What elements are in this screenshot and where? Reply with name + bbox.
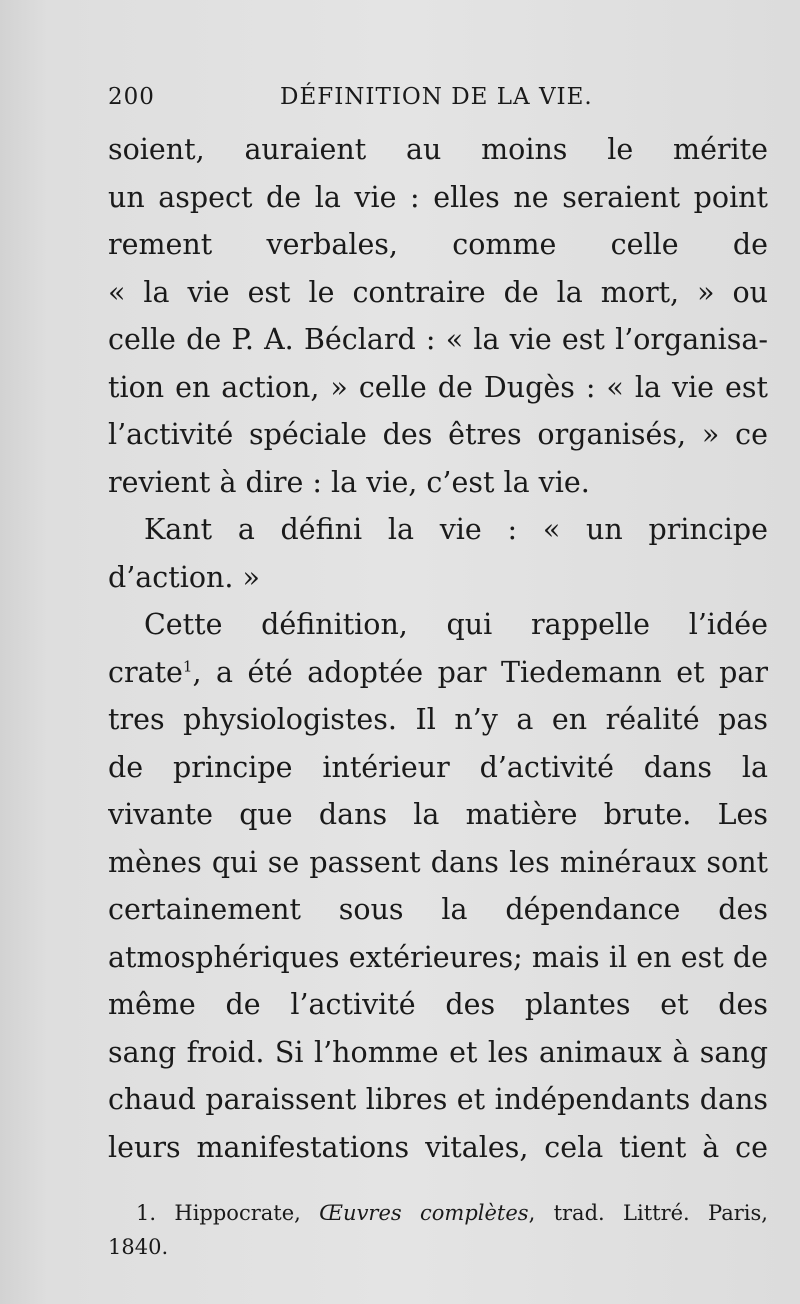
text-line: un aspect de la vie : elles ne seraient point — [108, 180, 768, 214]
text-line-part: , a été adoptée par Tiedemann et par — [192, 655, 768, 689]
text-line: tres physiologistes. Il n’y a en réalité pas — [108, 703, 768, 736]
text-line-part: rement verbales, comme celle de — [108, 228, 768, 261]
footnote — [108, 1196, 768, 1264]
page-number: 200 — [108, 84, 155, 110]
page-header — [108, 84, 760, 120]
footnote-text: , trad. Littré. Paris, — [528, 1201, 768, 1225]
text-line — [108, 221, 768, 269]
footnote-text: Hippocrate, — [156, 1201, 320, 1225]
text-line: sang froid. Si l’homme et les animaux à sang — [108, 1035, 768, 1069]
text-line: Cette définition, qui rappelle l’idée — [144, 608, 768, 641]
footnote-year: 1840. — [108, 1235, 169, 1259]
footnote-title: Œuvres complètes — [319, 1201, 529, 1225]
text-line: soient, auraient au moins le mérite — [108, 133, 768, 166]
text-line: celle de P. A. Béclard : « la vie est l’organisa- — [108, 323, 768, 356]
footnote-ref: 1 — [182, 657, 193, 675]
text-line: certainement sous la dépendance des — [108, 893, 768, 926]
text-line: mènes qui se passent dans les minéraux sont — [108, 845, 768, 879]
footnote-number: 1. — [136, 1201, 157, 1225]
text-line: de principe intérieur d’activité dans la — [108, 750, 768, 784]
text-line: Kant a défini la vie : « un principe — [144, 513, 768, 546]
text-line: tion en action, » celle de Dugès : « la vie est — [108, 370, 768, 404]
text-line: atmosphériques extérieures; mais il en est de — [108, 940, 768, 974]
text-line: d’action. » — [108, 560, 260, 594]
text-line: chaud paraissent libres et indépendants dans — [108, 1083, 768, 1116]
text-line: revient à dire : la vie, c’est la vie. — [108, 465, 590, 499]
body-text — [108, 126, 768, 1171]
running-title: DÉFINITION DE LA VIE. — [280, 84, 593, 110]
text-line-part: crate — [108, 655, 183, 689]
text-line: l’activité spéciale des êtres organisés, » ce — [108, 418, 768, 451]
footnote-line — [108, 1196, 768, 1230]
text-line: « la vie est le contraire de la mort, » ou — [108, 275, 768, 309]
text-line — [108, 649, 768, 697]
text-line: même de l’activité des plantes et des — [108, 988, 768, 1021]
text-line: vivante que dans la matière brute. Les — [108, 798, 768, 831]
text-line: leurs manifestations vitales, cela tient à ce — [108, 1130, 768, 1164]
